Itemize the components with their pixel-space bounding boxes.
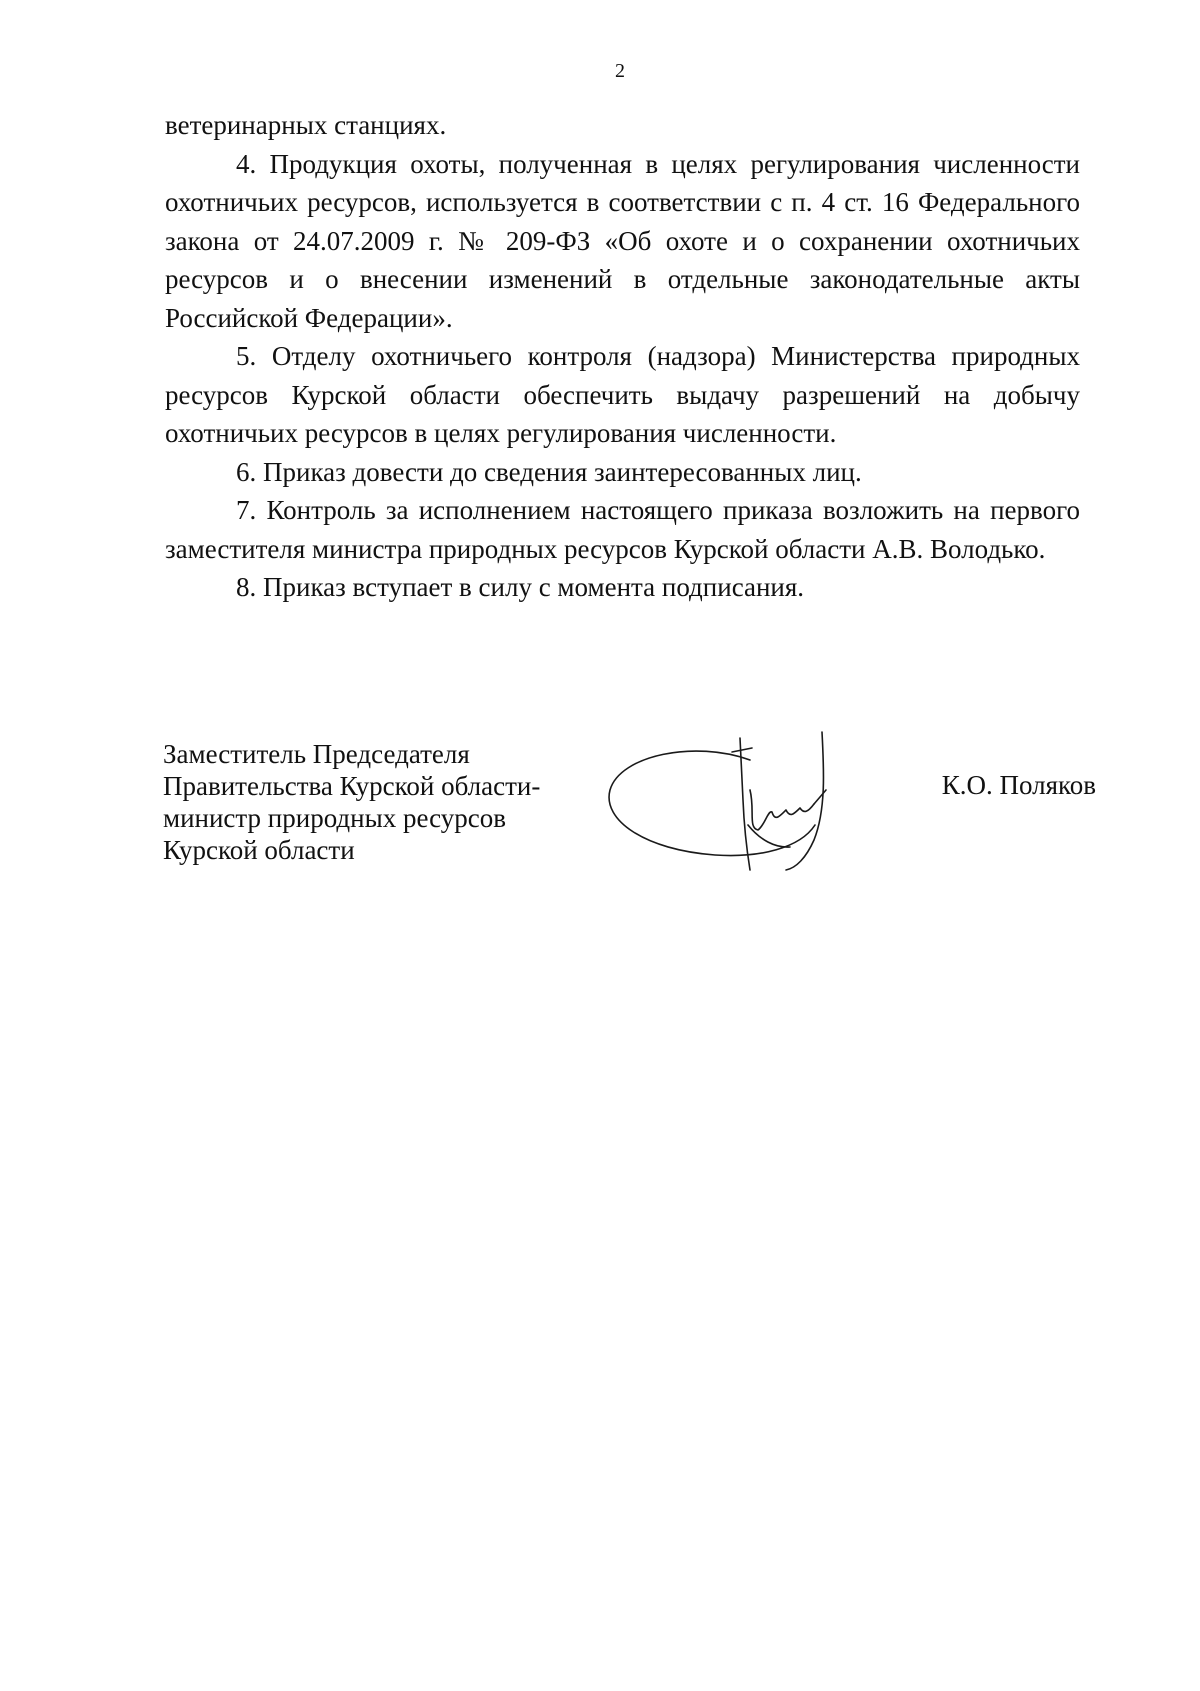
- signatory-title-line: Курской области: [163, 835, 355, 865]
- signatory-name: К.О. Поляков: [941, 770, 1096, 800]
- signatory-title-line: Заместитель Председателя: [163, 739, 470, 769]
- signatory-title: [163, 738, 583, 866]
- paragraph-item-6: 6. Приказ довести до сведения заинтересованных лиц.: [236, 456, 862, 487]
- document-body: [165, 106, 1080, 607]
- paragraph-continuation: ветеринарных станциях.: [165, 110, 447, 140]
- paragraph-item-5: 5. Отделу охотничьего контроля (надзора) Министерства природных ресурсов Курской области обеспечить выдачу разрешений на добычу охотничьих ресурсов в целях регулирования численности.: [165, 341, 1080, 448]
- paragraph-item-4: 4. Продукция охоты, полученная в целях регулирования численности охотничьих ресурсов, используется в соответствии с п. 4 ст. 16 Федерального закона от 24.07.2009 г. № 209-ФЗ «Об охоте и о сохранении охотничьих ресурсов и о внесении изменений в отдельные законодательные акты Российской Федерации».: [165, 148, 1080, 333]
- handwritten-signature: [600, 730, 860, 875]
- signatory-title-line: Правительства Курской области-: [163, 771, 541, 801]
- signatory-title-line: министр природных ресурсов: [163, 803, 507, 833]
- paragraph-item-7: 7. Контроль за исполнением настоящего приказа возложить на первого заместителя министра природных ресурсов Курской области А.В. Володько.: [165, 495, 1080, 564]
- paragraph-item-8: 8. Приказ вступает в силу с момента подписания.: [236, 572, 805, 602]
- page-number: 2: [615, 60, 625, 82]
